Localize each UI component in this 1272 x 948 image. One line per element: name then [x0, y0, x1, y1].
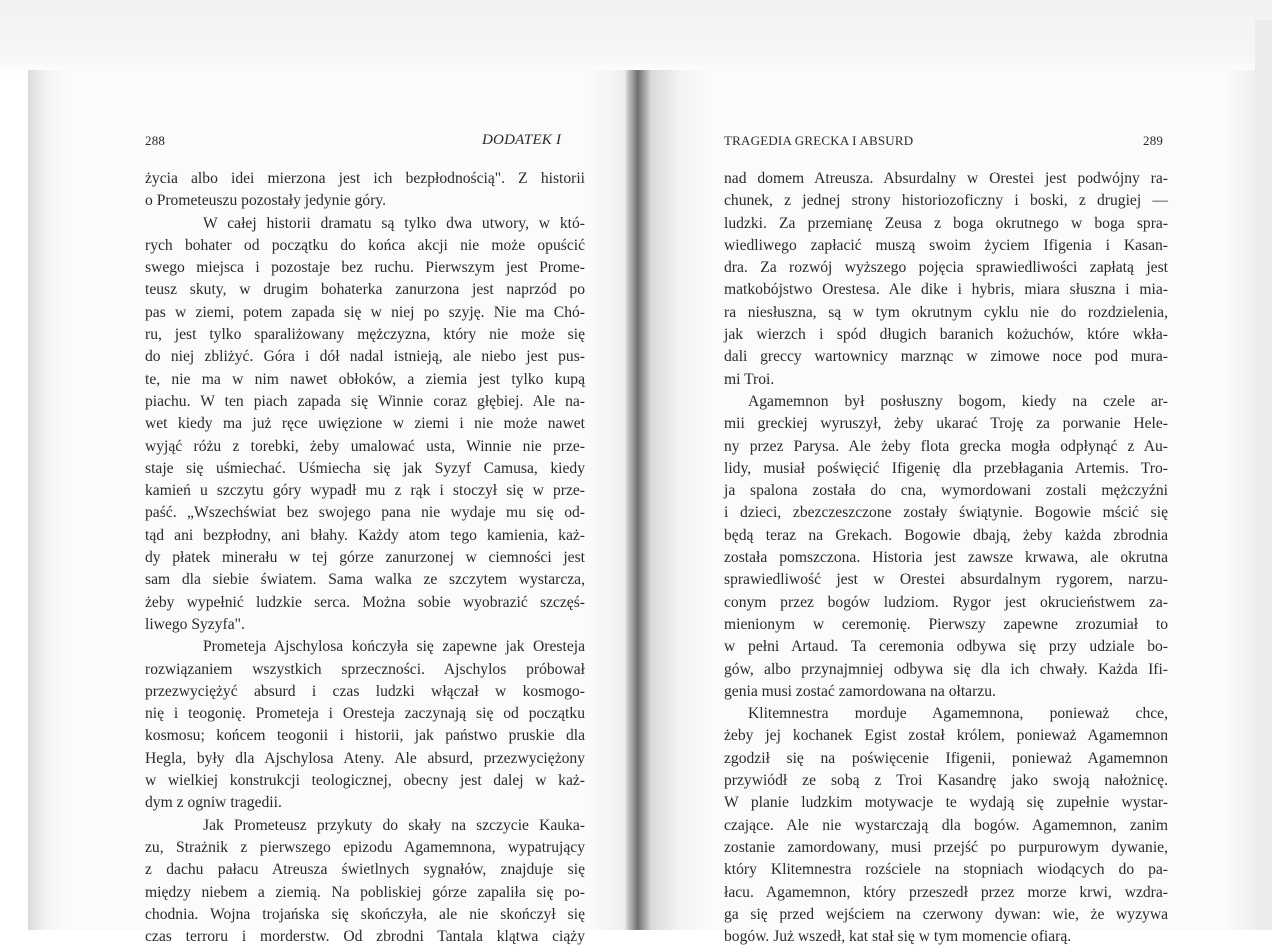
- text-line: rych bohater od początku do końca akcji nie może opuścić: [145, 236, 585, 254]
- text-line: liwego Syzyfa".: [145, 615, 245, 633]
- text-line: swego miejsca i pozostaje bez ruchu. Pierwszym jest Prome-: [145, 259, 585, 277]
- text-line: z dachu pałacu Atreusza świetlnych sygnałów, znajduje się: [145, 861, 585, 879]
- text-line: dy płatek minerału w tej górze zanurzonej w ciemności jest: [145, 549, 585, 567]
- text-line: ga się przed wejściem na czerwony dywan: wie, że wyzywa: [724, 905, 1168, 923]
- text-line: conym przez bogów ludziom. Rygor jest okrucieństwem za-: [724, 593, 1168, 611]
- text-line: między niebem a ziemią. Na pobliskiej górze zapaliła się po-: [145, 883, 585, 901]
- text-line: zu, Strażnik z pierwszego epizodu Agamemnona, wypatrujący: [145, 838, 585, 856]
- text-line: żeby wypełnić ludzkie serca. Można sobie wyobrazić szczęś-: [145, 593, 585, 611]
- right-page-body: [724, 168, 1168, 948]
- text-line: wet kiedy ma już ręce uwięzione w ziemi i nie może nawet: [145, 415, 585, 433]
- text-line: W całej historii dramatu są tylko dwa utwory, w któ-: [203, 214, 585, 232]
- text-line: tąd ani bezpłodny, ani błahy. Każdy atom tego kamienia, każ-: [145, 526, 585, 544]
- text-line: teusz skuty, w drugim bohaterka zanurzona jest naprzód po: [145, 281, 585, 299]
- text-line: w pełni Artaud. Ta ceremonia odbywa się przy udziale bo-: [724, 638, 1168, 656]
- text-line: mii greckiej wyruszył, żeby ukarać Troję za porwanie Hele-: [724, 415, 1168, 433]
- text-line: mi Troi.: [724, 370, 775, 388]
- text-line: ru, jest tylko sparaliżowany mężczyzna, który nie może się: [145, 326, 585, 344]
- text-line: rozwiązaniem wszystkich sprzeczności. Ajschylos próbował: [145, 660, 585, 678]
- text-line: matkobójstwo Orestesa. Ale dike i hybris, miara słuszna i mia-: [724, 281, 1168, 299]
- text-line: mienionym w ceremonię. Pierwszy zapewne zrozumiał to: [724, 615, 1168, 633]
- text-line: w wielkiej konstrukcji teologicznej, obecny jest dalej w każ-: [145, 772, 585, 790]
- text-line: życia albo idei mierzona jest ich bezpłodnością". Z historii: [145, 170, 585, 187]
- text-line: dali greccy wartownicy marznąc w zimowe noce pod mura-: [724, 348, 1168, 366]
- text-line: czające. Ale nie wystarczają dla bogów. Agamemnon, zanim: [724, 816, 1168, 834]
- text-line: kosmosu; końcem teogonii i historii, jak państwo pruskie dla: [145, 727, 585, 745]
- text-line: żeby jej kochanek Egist został królem, ponieważ Agamemnon: [724, 727, 1168, 745]
- text-line: genia musi zostać zamordowana na ołtarzu.: [724, 682, 996, 700]
- text-line: bogów. Już wszedł, kat stał się w tym momencie ofiarą.: [724, 928, 1072, 946]
- text-line: staje się uśmiechać. Uśmiecha się jak Syzyf Camusa, kiedy: [145, 459, 585, 477]
- text-line: który Klitemnestra rozściele na stopniach wiodących do pa-: [724, 861, 1168, 879]
- text-line: czas terroru i morderstw. Od zbrodni Tantala klątwa ciąży: [145, 928, 585, 946]
- right-page-number: 289: [1143, 133, 1164, 148]
- text-line: ludzki. Za przemianę Zeusa z boga okrutnego w boga spra-: [724, 214, 1168, 232]
- text-line: Klitemnestra morduje Agamemnona, ponieważ chce,: [748, 705, 1168, 723]
- page-edge: [1255, 20, 1272, 930]
- text-line: dym z ogniw tragedii.: [145, 794, 282, 812]
- text-line: nad domem Atreusza. Absurdalny w Orestei jest podwójny ra-: [724, 170, 1168, 187]
- text-line: gów, albo przynajmniej odbywa się dla ich chwały. Każda Ifi-: [724, 660, 1168, 678]
- text-line: piachu. W ten piach zapada się Winnie coraz głębiej. Ale na-: [145, 392, 585, 410]
- text-line: przywiódł ze sobą z Troi Kasandrę jako swoją nałożnicę.: [724, 772, 1168, 790]
- text-line: przezwyciężyć absurd i czas ludzki włączał w kosmogo-: [145, 682, 585, 700]
- text-line: pas w ziemi, potem zapada się w niej po szyję. Nie ma Chó-: [145, 303, 585, 321]
- text-line: ra niesłuszna, są w tym okrutnym cyklu nie do rozdzielenia,: [724, 303, 1168, 321]
- text-line: została pomszczona. Historia jest zawsze krwawa, ale okrutna: [724, 549, 1168, 567]
- left-page-number: 288: [145, 133, 166, 148]
- text-line: chunek, z jednej strony historiozoficzny i boski, z drugiej —: [724, 192, 1168, 210]
- text-line: zgodził się na poświęcenie Ifigenii, ponieważ Agamemnon: [724, 749, 1168, 767]
- text-line: Jak Prometeusz przykuty do skały na szczycie Kauka-: [203, 816, 585, 834]
- text-line: zostanie zamordowany, musi przejść po purpurowym dywanie,: [724, 838, 1168, 856]
- text-line: Hegla, były dla Ajschylosa Ateny. Ale absurd, przezwyciężony: [145, 749, 585, 767]
- text-line: Prometeja Ajschylosa kończyła się zapewne jak Oresteja: [203, 638, 585, 656]
- text-line: i dzieci, zbezczeszczone zostały świątynie. Bogowie mścić się: [724, 504, 1168, 522]
- text-line: łacu. Agamemnon, który przeszedł przez morze krwi, wzdra-: [724, 883, 1168, 901]
- text-line: chodnia. Wojna trojańska się skończyła, ale nie skończył się: [145, 905, 585, 923]
- text-line: o Prometeuszu pozostały jedynie góry.: [145, 192, 387, 210]
- text-line: W planie ludzkim motywacje te wydają się zupełnie wystar-: [724, 794, 1168, 812]
- text-line: wiedliwego zapłacić muszą swoim życiem Ifigenia i Kasan-: [724, 236, 1168, 254]
- left-running-head: DODATEK I: [482, 132, 562, 148]
- text-line: dra. Za rozwój wyższego pojęcia sprawiedliwości zapłatą jest: [724, 259, 1168, 277]
- text-line: ja spalona została do cna, wymordowani zostali mężczyźni: [724, 482, 1168, 500]
- text-line: Agamemnon był posłuszny bogom, kiedy na czele ar-: [748, 392, 1168, 410]
- text-line: sam dla siebie światem. Sama walka ze szczytem wystarcza,: [145, 571, 585, 589]
- text-line: nię i teogonię. Prometeja i Oresteja zaczynają się od początku: [145, 705, 585, 723]
- left-page-body: [145, 168, 585, 948]
- text-line: będą teraz na Grekach. Bogowie dbają, żeby każda zbrodnia: [724, 526, 1168, 544]
- text-line: sprawiedliwość jest w Orestei absurdalnym rygorem, narzu-: [724, 571, 1168, 589]
- text-line: kamień u szczytu góry wypadł mu z rąk i stoczył się w prze-: [145, 482, 585, 500]
- text-line: do niej zbliżyć. Góra i dół nadal istnieją, ale niebo jest pus-: [145, 348, 585, 366]
- text-line: jak wierzch i spód długich baranich kożuchów, które wkła-: [724, 326, 1168, 344]
- book-gutter: [626, 70, 652, 930]
- text-line: ny przez Parysa. Ale żeby flota grecka mogła odpłynąć z Au-: [724, 437, 1168, 455]
- text-line: te, nie ma w nim nawet obłoków, a ziemia jest tylko kupą: [145, 370, 585, 388]
- text-line: paść. „Wszechświat bez swojego pana nie wydaje mu się od-: [145, 504, 585, 522]
- text-line: lidy, musiał poświęcić Ifigenię dla przebłagania Artemis. Tro-: [724, 459, 1168, 477]
- text-line: wyjąć różu z torebki, żeby umalować usta, Winnie nie prze-: [145, 437, 585, 455]
- right-running-head: TRAGEDIA GRECKA I ABSURD: [724, 133, 914, 148]
